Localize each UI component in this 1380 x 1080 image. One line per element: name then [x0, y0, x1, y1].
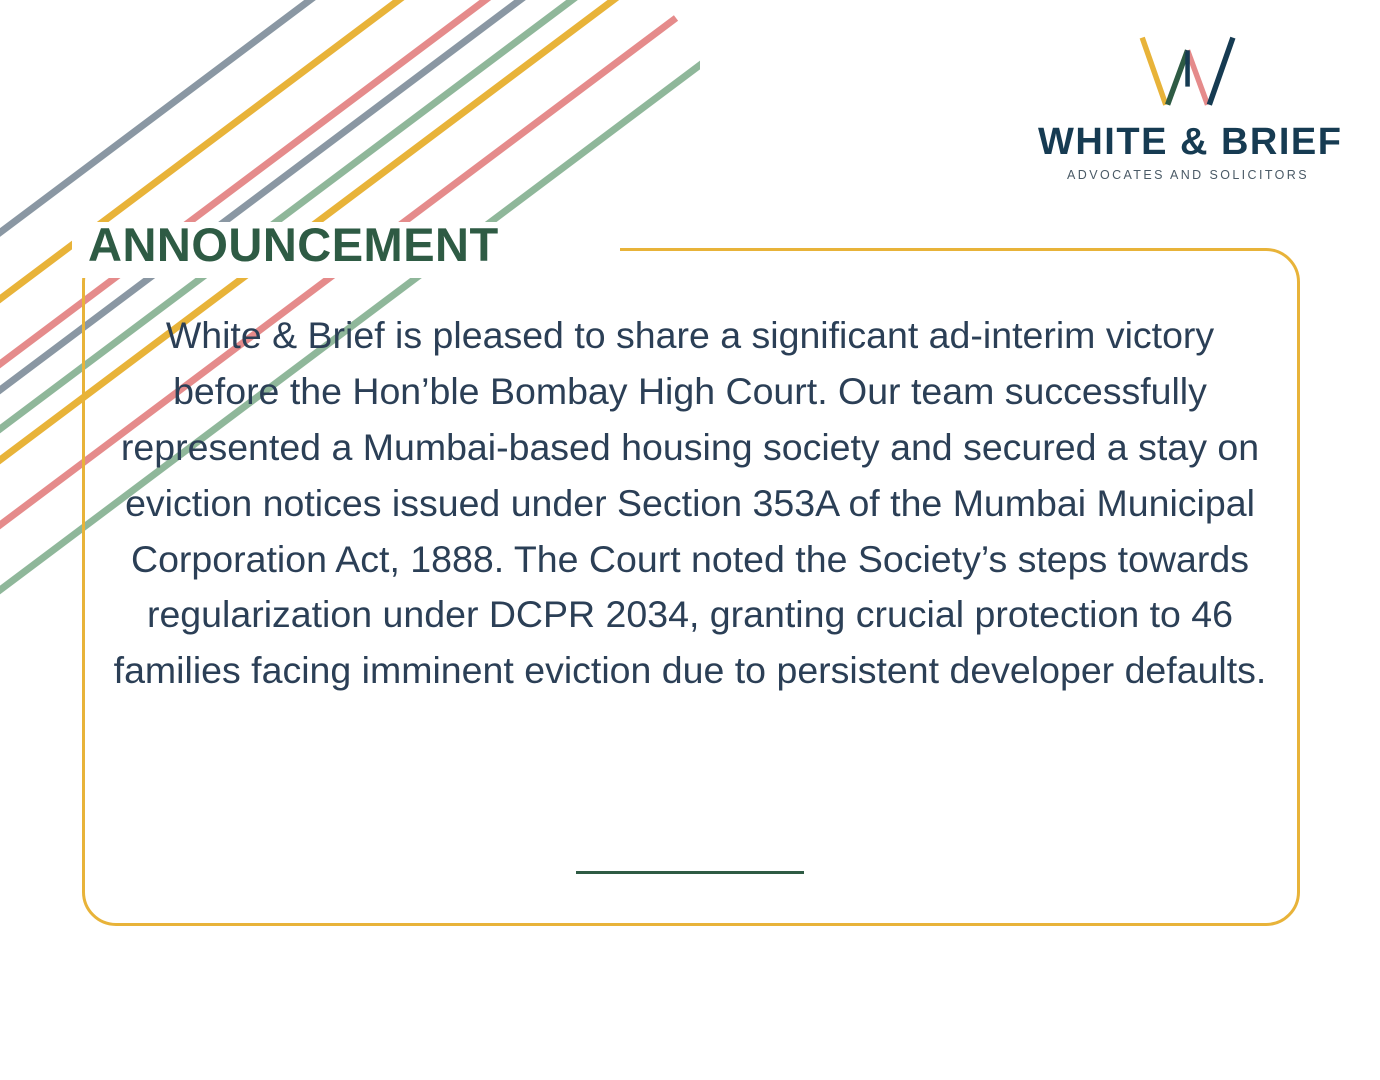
w-monogram-icon — [1115, 34, 1260, 112]
brand-logo — [1038, 34, 1343, 182]
announcement-text: White & Brief is pleased to share a significant ad-interim victory before the Hon’ble Bombay High Court. Our team successfully represented a Mumbai-based housing society and secured a stay on eviction notices issued under Section 353A of the Mumbai Municipal Corporation Act, 1888. The Court noted the Society’s steps towards regularization under DCPR 2034, granting crucial protection to 46 families facing imminent eviction due to persistent developer defaults. — [113, 314, 1267, 692]
brand-name: WHITE & BRIEF — [1038, 121, 1343, 163]
announcement-body — [110, 308, 1270, 699]
brand-tagline: ADVOCATES AND SOLICITORS — [1067, 168, 1309, 182]
page-title: ANNOUNCEMENT — [88, 218, 499, 271]
horizontal-rule-divider — [576, 871, 804, 874]
